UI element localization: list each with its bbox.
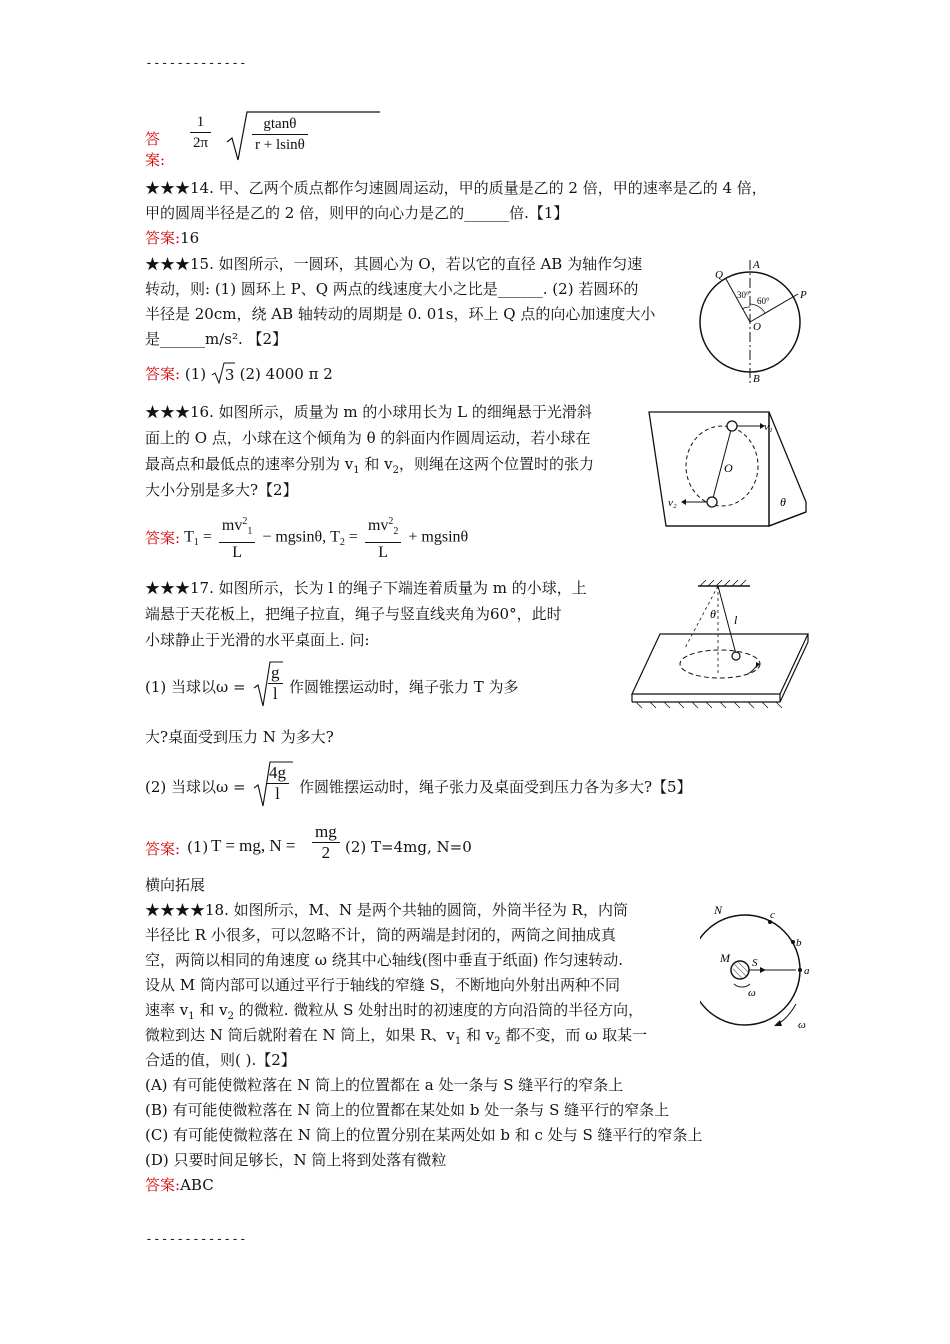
outer-rotation-arrow <box>778 1004 796 1024</box>
v2-arrowhead <box>681 499 686 505</box>
p2-pre: (2) 当球以ω = <box>145 778 246 796</box>
q13-root-frac <box>252 114 308 155</box>
sup: 2 <box>388 516 394 527</box>
answer-label: 答案: <box>145 365 181 383</box>
frac-num: 4g <box>266 763 289 784</box>
label-a: a <box>804 965 810 977</box>
p1-pre: (1) 当球以ω = <box>145 678 246 696</box>
q14-answer-value: 16 <box>180 229 200 247</box>
end-expr: + mgsinθ <box>408 528 469 546</box>
ball-top <box>727 421 737 431</box>
sub-1: 1 <box>188 1011 195 1022</box>
q14-answer <box>145 228 199 248</box>
q16-line3-c: ，则绳在这两个位置时的张力 <box>399 455 595 473</box>
sub: 2 <box>393 526 399 537</box>
label-m: M <box>720 951 730 965</box>
label-theta: θ <box>780 495 786 509</box>
label-p: P <box>800 289 807 301</box>
eq: = <box>202 528 212 546</box>
label-l: l <box>734 613 738 627</box>
q15-ring-figure <box>695 252 815 392</box>
answer-label: 答案: <box>145 229 181 247</box>
frac-num: mg <box>312 822 340 843</box>
outer-rotation-arrowhead <box>774 1020 782 1026</box>
label-o: O <box>753 321 761 333</box>
frac-den: l <box>272 684 278 703</box>
ball-bottom <box>707 497 717 507</box>
sub-2: 2 <box>227 1011 235 1022</box>
label-60deg: 60° <box>757 296 770 306</box>
answer-label: 答案: <box>145 529 181 547</box>
footer-rule: ------------- <box>145 1232 247 1247</box>
frac-den: 2 <box>321 843 331 862</box>
sub-1: 1 <box>353 465 360 476</box>
frac-num: mv <box>367 517 389 534</box>
label-v1: v₁ <box>764 421 773 433</box>
point-a <box>798 968 802 972</box>
frac-den: L <box>378 544 389 561</box>
ceiling-hatch <box>700 580 746 586</box>
q15-root-value: 3 <box>224 366 235 384</box>
sub: 1 <box>247 526 253 537</box>
q18-line6-b: 和 v <box>461 1026 495 1044</box>
q15-sqrt <box>211 365 235 385</box>
q18-line5-b: 和 v <box>194 1001 228 1019</box>
q16-line3-a: 最高点和最低点的速率分别为 v <box>145 455 354 473</box>
t1-sub: 1 <box>193 537 199 549</box>
sup: 2 <box>242 516 248 527</box>
label-b: b <box>796 937 802 949</box>
label-30deg: 30° <box>737 290 750 300</box>
sub-2: 2 <box>392 465 400 476</box>
ans-frac <box>312 822 340 863</box>
q18-line5-a: 速率 v <box>145 1001 189 1019</box>
floor-hatch <box>636 702 782 708</box>
q14-line2: 甲的圆周半径是乙的 2 倍，则甲的向心力是乙的______倍.【1】 <box>145 204 569 222</box>
q18-option-d: (D) 只要时间足够长，N 筒上将到处落有微粒 <box>145 1151 447 1169</box>
label-b: B <box>753 373 760 385</box>
label-v2: v₂ <box>668 497 677 509</box>
orbit-circle <box>686 426 758 506</box>
label-omega-inner: ω <box>748 987 756 999</box>
label-o: O <box>724 461 733 475</box>
q16-line3-b: 和 v <box>359 455 393 473</box>
frac-num: g <box>268 663 283 684</box>
q17-line3: 小球静止于光滑的水平桌面上. 问: <box>145 631 370 649</box>
q15-answer-part1: (1) <box>184 365 207 383</box>
q16-frac1 <box>219 512 255 563</box>
q18-line7: 合适的值，则( ).【2】 <box>145 1051 296 1069</box>
label-q: Q <box>715 269 723 281</box>
label-n: N <box>714 903 723 917</box>
q15-answer-part2: (2) 4000 π 2 <box>239 365 333 383</box>
label-a: A <box>753 259 760 271</box>
q18-option-c: (C) 有可能使微粒落在 N 筒上的位置分别在某两处如 b 和 c 处与 S 缝平行的窄条上 <box>145 1126 703 1144</box>
p2-frac <box>266 763 289 804</box>
q16-line1: ★★★16. 如图所示，质量为 m 的小球用长为 L 的细绳悬于光滑斜 <box>145 403 592 421</box>
q14-line1: ★★★14. 甲、乙两个质点都作匀速圆周运动，甲的质量是乙的 2 倍，甲的速率是乙的 4 倍， <box>145 179 767 197</box>
t2-sub: 2 <box>339 537 345 549</box>
section-title: 横向拓展 <box>145 876 206 894</box>
ans-expr: T = mg, N = <box>211 836 296 855</box>
particle-arrowhead <box>760 967 766 973</box>
incline-plane <box>649 412 769 526</box>
q18-line3: 空，两筒以相同的角速度 ω 绕其中心轴线(图中垂直于纸面) 作匀速转动. <box>145 951 624 969</box>
answer-label: 答案: <box>145 130 166 169</box>
q17-line2: 端悬于天花板上，把绳子拉直，绳子与竖直线夹角为60°，此时 <box>145 605 562 623</box>
q15-answer <box>145 364 333 385</box>
q15-line4: 是______m/s². 【2】 <box>145 330 288 348</box>
q18-line5 <box>145 1000 643 1027</box>
eq2: = <box>348 528 358 546</box>
t1: T <box>184 528 194 546</box>
angle-arc-30 <box>742 307 750 309</box>
label-omega-outer: ω <box>798 1019 806 1031</box>
label-s: S <box>752 957 758 969</box>
q18-answer <box>145 1175 214 1195</box>
q16-line2: 面上的 O 点，小球在这个倾角为 θ 的斜面内作圆周运动，若小球在 <box>145 429 591 447</box>
q18-option-b: (B) 有可能使微粒落在 N 筒上的位置都在某处如 b 处一条与 S 缝平行的窄条上 <box>145 1101 670 1119</box>
q18-line6-a: 微粒到达 N 筒后就附着在 N 筒上，如果 R、v <box>145 1026 455 1044</box>
q18-line6-c: 都不变，而 ω 取某一 <box>500 1026 648 1044</box>
q16-incline-figure <box>644 402 810 528</box>
label-theta: θ <box>710 607 716 621</box>
frac-den: 2π <box>193 135 209 151</box>
q16-line3 <box>145 454 594 481</box>
p1-frac <box>268 663 283 704</box>
radius-q <box>726 279 750 322</box>
q18-line6 <box>145 1025 647 1052</box>
q17-conical-figure <box>630 578 810 714</box>
ans-part2: (2) T=4mg, N=0 <box>345 838 472 856</box>
q17-p1-cont: 大?桌面受到压力 N 为多大? <box>145 728 334 746</box>
point-b <box>791 940 795 944</box>
p2-post: 作圆锥摆运动时，绳子张力及桌面受到压力各为多大?【5】 <box>299 778 692 796</box>
incline-side <box>769 412 806 526</box>
q18-line5-c: 的微粒. 微粒从 S 处射出时的初速度的方向沿筒的半径方向， <box>234 1001 644 1019</box>
ans-part1: (1) <box>187 838 209 856</box>
q18-answer-value: ABC <box>180 1176 214 1194</box>
table-edge-right <box>780 642 808 702</box>
frac-num: mv <box>221 517 243 534</box>
base-side <box>769 512 806 526</box>
q18-line2: 半径比 R 小很多，可以忽略不计，筒的两端是封闭的，两筒之间抽成真 <box>145 926 616 944</box>
q15-line3: 半径是 20cm，绕 AB 轴转动的周期是 0. 01s，环上 Q 点的向心加速度大小 <box>145 305 656 323</box>
q17-line1: ★★★17. 如图所示，长为 l 的绳子下端连着质量为 m 的小球，上 <box>145 579 587 597</box>
frac-den: L <box>232 544 242 561</box>
answer-label: 答案: <box>145 840 181 858</box>
sub-1: 1 <box>454 1036 462 1047</box>
p1-post: 作圆锥摆运动时，绳子张力 T 为多 <box>289 678 519 696</box>
q15-line1: ★★★15. 如图所示，一圆环，其圆心为 O，若以它的直径 AB 为轴作匀速 <box>145 255 643 273</box>
label-c: c <box>770 909 775 921</box>
root-den: r + lsinθ <box>255 137 305 153</box>
mid-expr: − mgsinθ, T <box>262 528 340 546</box>
q18-line1: ★★★★18. 如图所示，M、N 是两个共轴的圆筒，外筒半径为 R，内筒 <box>145 901 628 919</box>
q15-line2: 转动，则: (1) 圆环上 P、Q 两点的线速度大小之比是______. (2) 若圆环的 <box>145 280 639 298</box>
q18-cylinders-figure <box>700 900 820 1036</box>
q16-line4: 大小分别是多大?【2】 <box>145 481 298 499</box>
table-top <box>632 634 808 694</box>
q16-frac2 <box>365 512 401 563</box>
q13-frac <box>190 112 211 153</box>
ball <box>732 652 740 660</box>
sub-2: 2 <box>494 1036 501 1047</box>
q16-answer <box>145 512 468 563</box>
answer-label: 答案: <box>145 1176 181 1194</box>
q18-option-a: (A) 有可能使微粒落在 N 筒上的位置都在 a 处一条与 S 缝平行的窄条上 <box>145 1076 624 1094</box>
header-rule: ------------- <box>145 56 247 71</box>
root-num: gtanθ <box>252 114 308 135</box>
frac-den: l <box>275 784 280 803</box>
q18-line4: 设从 M 筒内部可以通过平行于轴线的窄缝 S，不断地向外射出两种不同 <box>145 976 620 994</box>
frac-num: 1 <box>190 112 211 133</box>
q13-sqrt <box>225 108 385 169</box>
